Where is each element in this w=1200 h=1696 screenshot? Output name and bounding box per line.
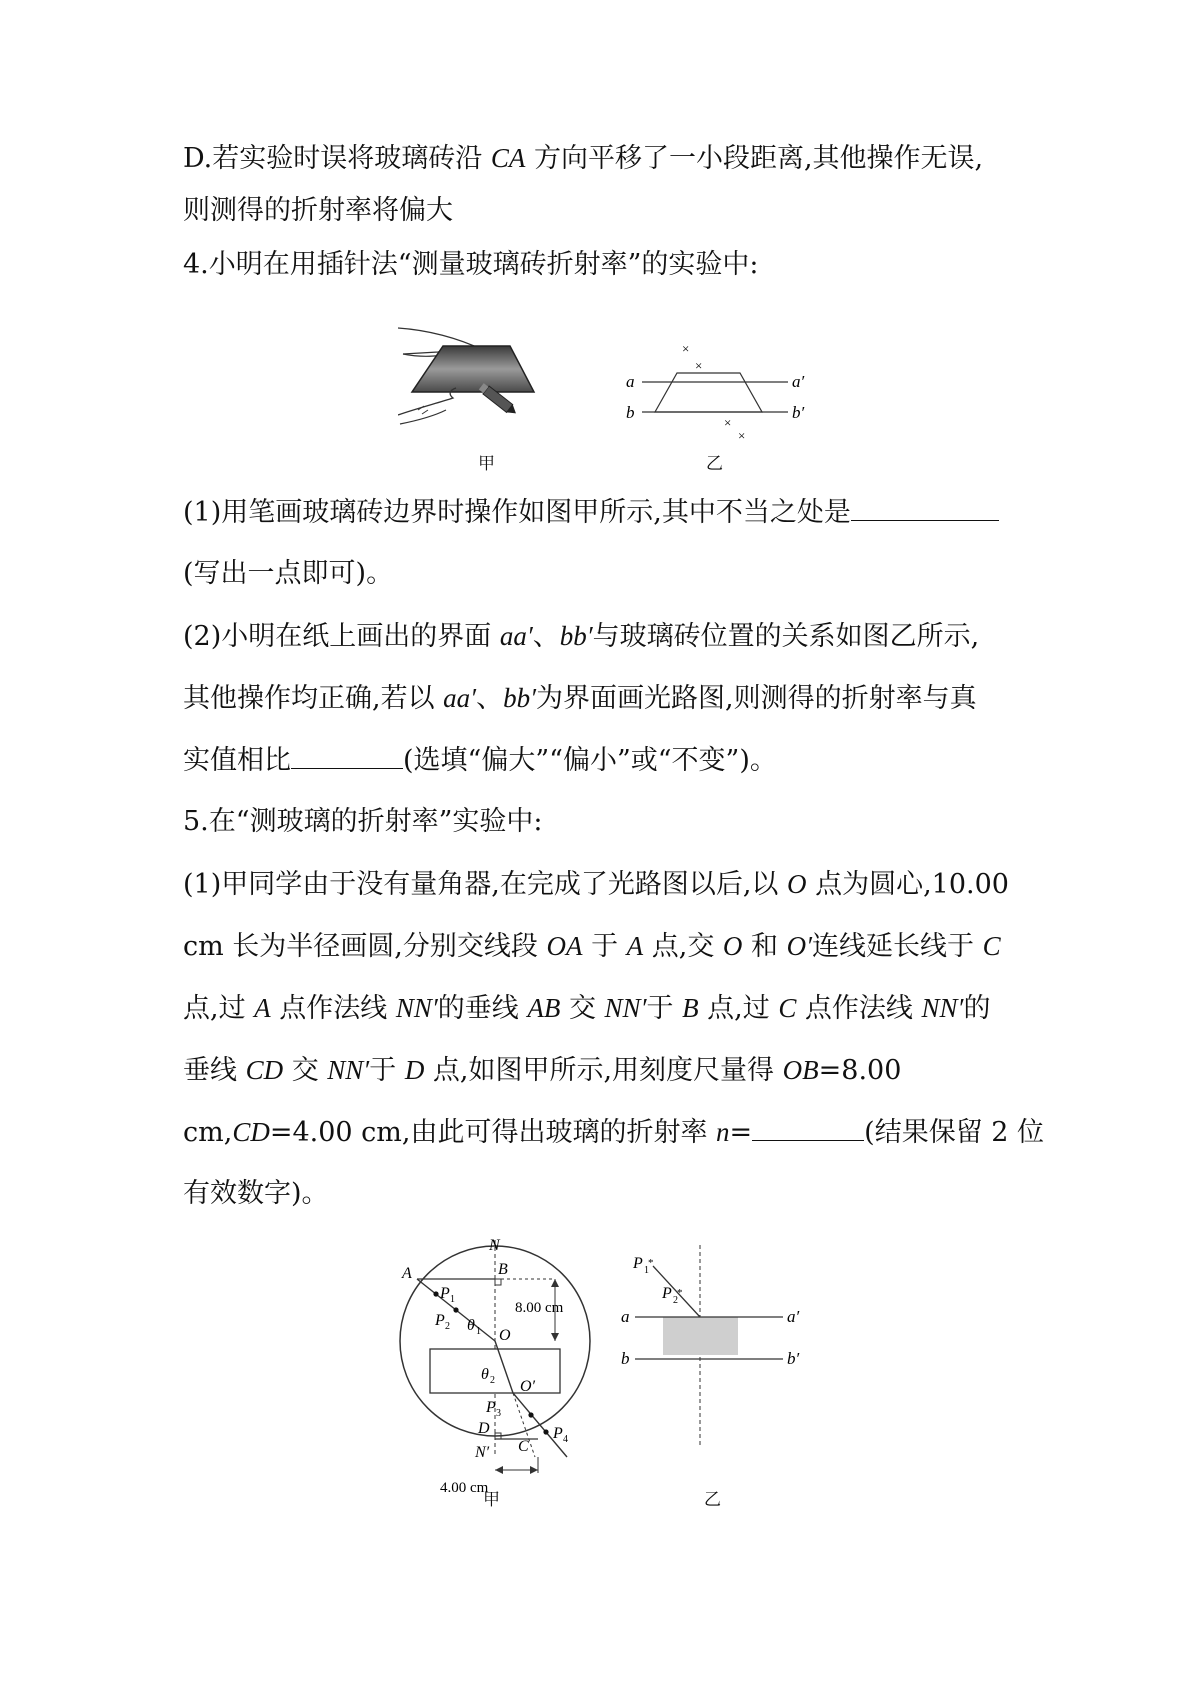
q4-part2-line3: [183, 742, 1043, 779]
q5-figure-jia-caption: 甲: [483, 1490, 500, 1510]
q4-stem: 4.小明在用插针法“测量玻璃砖折射率”的实验中:: [183, 249, 759, 280]
text-run: 与玻璃砖位置的关系如图乙所示,: [592, 621, 980, 652]
text-run: 点,交: [643, 931, 723, 962]
text-run: 为界面画光路图,则测得的折射率与真: [535, 683, 977, 714]
text-run: 和: [742, 931, 787, 962]
variable-ab: AB: [527, 993, 561, 1023]
q5-line5: [183, 1114, 1043, 1151]
label-p1: P: [633, 1255, 643, 1272]
label-d: D: [478, 1420, 490, 1437]
label-p4: P: [553, 1425, 563, 1442]
label-o-prime: O′: [520, 1378, 536, 1395]
text-run: (结果保留 2 位: [864, 1117, 1045, 1148]
pin-mark: ×: [695, 358, 703, 373]
label-p2: P: [435, 1312, 445, 1329]
pin-mark: ×: [682, 341, 690, 356]
label-n: N: [489, 1237, 500, 1254]
variable-a: A: [254, 993, 271, 1023]
q5-figure-jia: [395, 1235, 615, 1510]
variable-nn: NN′: [395, 993, 438, 1023]
label-b-prime: b′: [792, 403, 805, 422]
variable-a: A: [626, 931, 644, 961]
label-a-prime: a′: [792, 372, 805, 391]
text-run: 的垂线: [437, 993, 528, 1024]
svg-text:*: *: [648, 1257, 654, 1269]
label-p4-sub: 4: [563, 1434, 568, 1445]
variable-c: C: [778, 993, 797, 1023]
text-run: 点,过: [698, 993, 779, 1024]
q4-part1-line1: [183, 494, 1043, 531]
q3-option-d-line1: [183, 140, 1043, 177]
variable-ca: CA: [490, 143, 526, 173]
variable-cd: CD: [232, 1117, 270, 1147]
answer-blank[interactable]: [752, 1114, 864, 1141]
label-b: B: [498, 1261, 508, 1278]
label-b: b: [621, 1349, 630, 1368]
text-run: 、: [532, 621, 560, 652]
label-p2-sub: 2: [673, 1295, 678, 1306]
q5-line3: [183, 990, 1043, 1027]
text-run: (2)小明在纸上画出的界面: [183, 621, 500, 652]
label-p1-sub: 1: [644, 1265, 649, 1276]
q4-part1-line2: (写出一点即可)。: [183, 558, 394, 589]
text-run: 垂线: [183, 1055, 246, 1086]
answer-blank[interactable]: [291, 742, 403, 769]
svg-text:*: *: [677, 1287, 683, 1299]
pin-mark: ×: [724, 415, 732, 430]
text-run: 于: [646, 993, 683, 1024]
variable-aa: aa′: [499, 621, 533, 651]
text-run: =4.00 cm,由此可得出玻璃的折射率: [269, 1117, 717, 1148]
variable-o: O: [722, 931, 743, 961]
text-run: 交: [283, 1055, 328, 1086]
text-run: 交: [560, 993, 605, 1024]
text-run: cm 长为半径画圆,分别交线段: [183, 931, 547, 962]
q5-figure-yi-caption: 乙: [704, 1490, 721, 1510]
label-o: O: [499, 1327, 511, 1344]
label-a: a: [626, 372, 635, 391]
label-theta2-sub: 2: [490, 1375, 495, 1386]
variable-oa: OA: [546, 931, 583, 961]
q4-part2-line1: [183, 618, 1043, 655]
pin-mark: ×: [738, 428, 746, 440]
text-run: 、: [476, 683, 504, 714]
q4-figure-jia: [398, 318, 573, 438]
q4-figure-yi: [620, 340, 820, 440]
text-run: 点为圆心,10.00: [806, 869, 1009, 900]
text-run: =: [729, 1117, 753, 1148]
text-run: 方向平移了一小段距离,其他操作无误,: [525, 143, 984, 174]
label-a-prime: a′: [787, 1307, 800, 1326]
label-p2-sub: 2: [445, 1321, 450, 1332]
dim-ob: 8.00 cm: [515, 1300, 564, 1316]
variable-o-prime: O′: [786, 931, 812, 961]
label-p1: P: [440, 1285, 450, 1302]
text-run: 点,过: [183, 993, 255, 1024]
label-p3: P: [486, 1399, 496, 1416]
label-a: a: [621, 1307, 630, 1326]
q4-part2-line2: [183, 680, 1043, 717]
text-run: (1)甲同学由于没有量角器,在完成了光路图以后,以: [183, 869, 787, 900]
text-run: cm,: [183, 1117, 233, 1148]
label-theta1-sub: 1: [476, 1326, 481, 1337]
text-run: (选填“偏大”“偏小”或“不变”)。: [403, 745, 777, 776]
text-run: =8.00: [818, 1055, 902, 1086]
variable-d: D: [404, 1055, 425, 1085]
text-run: 实值相比: [183, 745, 291, 776]
q5-figure-yi: [615, 1240, 815, 1470]
q5-stem: 5.在“测玻璃的折射率”实验中:: [183, 806, 543, 837]
text-run: 点,如图甲所示,用刻度尺量得: [424, 1055, 783, 1086]
label-a: A: [402, 1265, 412, 1282]
label-p3-sub: 3: [496, 1408, 501, 1419]
text-run: 其他操作均正确,若以: [183, 683, 444, 714]
label-n-prime: N′: [475, 1444, 490, 1461]
variable-ob: OB: [782, 1055, 819, 1085]
text-run: (1)用笔画玻璃砖边界时操作如图甲所示,其中不当之处是: [183, 497, 851, 528]
text-run: 点作法线: [796, 993, 922, 1024]
q4-figure-yi-caption: 乙: [706, 454, 723, 474]
label-c: C: [518, 1438, 529, 1455]
variable-b: B: [682, 993, 699, 1023]
label-theta1: θ: [467, 1317, 475, 1334]
variable-bb: bb′: [559, 621, 593, 651]
label-theta2: θ: [481, 1366, 489, 1383]
variable-n: n: [716, 1117, 730, 1147]
text-run: 于: [582, 931, 627, 962]
variable-c: C: [982, 931, 1001, 961]
dim-cd: 4.00 cm: [440, 1480, 489, 1496]
label-p2: P: [662, 1285, 672, 1302]
text-run: 的: [963, 993, 991, 1024]
q4-figure-jia-caption: 甲: [478, 454, 495, 474]
q5-line4: [183, 1052, 1043, 1089]
answer-blank[interactable]: [851, 494, 999, 521]
text-run: 连线延长线于: [811, 931, 983, 962]
label-b-prime: b′: [787, 1349, 800, 1368]
q3-option-d-line2: 则测得的折射率将偏大: [183, 195, 453, 226]
variable-o: O: [787, 869, 807, 899]
variable-nn: NN′: [921, 993, 964, 1023]
variable-nn: NN′: [327, 1055, 370, 1085]
text-run: 点作法线: [270, 993, 396, 1024]
variable-bb: bb′: [503, 683, 536, 713]
q5-line2: [183, 928, 1043, 965]
variable-nn: NN′: [604, 993, 647, 1023]
label-b: b: [626, 403, 635, 422]
variable-aa: aa′: [443, 683, 477, 713]
text-run: D.若实验时误将玻璃砖沿: [183, 143, 491, 174]
variable-cd: CD: [245, 1055, 284, 1085]
q5-line1: [183, 866, 1043, 903]
label-p1-sub: 1: [450, 1294, 455, 1305]
text-run: 于: [369, 1055, 405, 1086]
q5-line6: 有效数字)。: [183, 1178, 329, 1209]
